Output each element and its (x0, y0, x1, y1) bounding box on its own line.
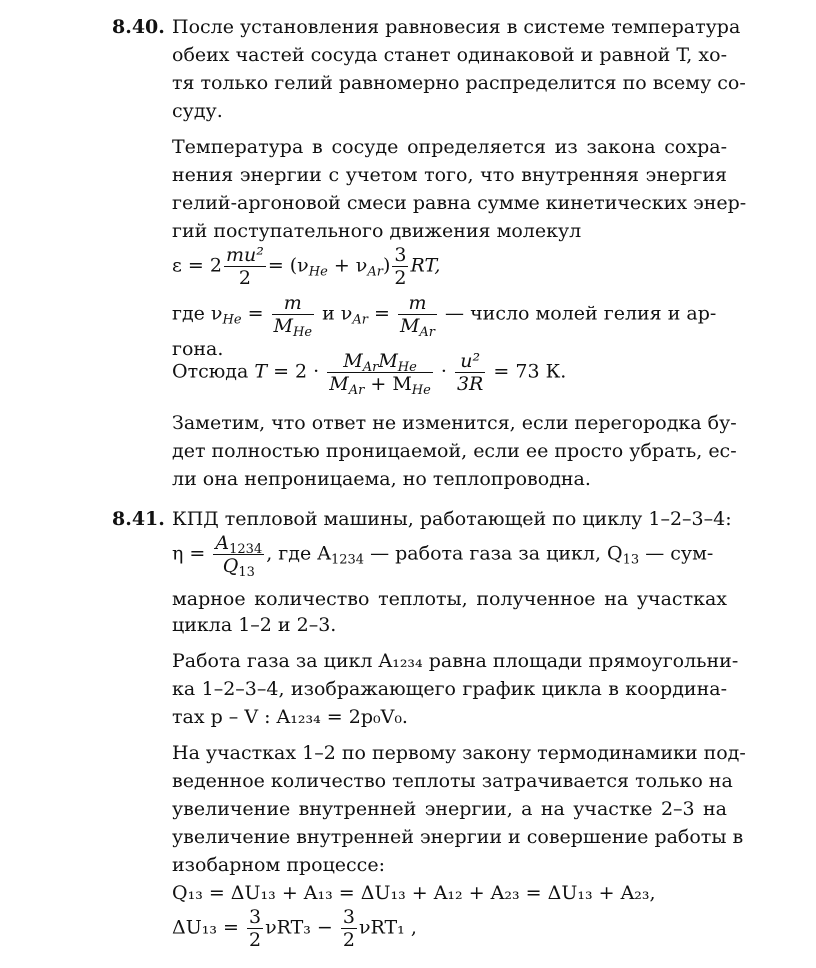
text-line: КПД тепловой машины, работающей по циклу 1–2–3–4: (172, 508, 732, 530)
problem-number-8-41: 8.41. (112, 508, 165, 530)
energy-equation: ε = 2 $\frac{\text{mu²}}{2}$ = $(\nu_{He} + \nu_{Ar})$ $\frac{3}{2}$ RT, (172, 244, 441, 289)
text-line: обеих частей сосуда станет одинаковой и равной T, хо- (172, 44, 727, 66)
problem-number-8-40: 8.40. (112, 16, 165, 38)
text-line: дет полностью проницаемой, если ее просто убрать, ес- (172, 440, 737, 462)
text-line: гелий-аргоновой смеси равна сумме кинетических энер- (172, 192, 747, 214)
text-line: цикла 1–2 и 2–3. (172, 614, 337, 636)
text-line: нения энергии с учетом того, что внутренняя энергия (172, 164, 727, 186)
text-line: веденное количество теплоты затрачивается только на (172, 770, 733, 792)
internal-energy-equation: ΔU₁₃ = $\frac{3}{2}$ νRT₃ − $\frac{3}{2}$ νRT₁ , (172, 906, 417, 951)
text-line: ка 1–2–3–4, изображающего график цикла в координа- (172, 678, 727, 700)
text-line: Заметим, что ответ не изменится, если перегородка бу- (172, 412, 737, 434)
text-line: тах p – V : A₁₂₃₄ = 2p₀V₀. (172, 706, 408, 728)
text-line: ли она непроницаема, но теплопроводна. (172, 468, 591, 490)
text-line: увеличение внутренней энергии, а на участке 2–3 на (172, 798, 727, 820)
text-line: гий поступательного движения молекул (172, 220, 582, 242)
text-line: увеличение внутренней энергии и совершение работы в (172, 826, 744, 848)
text-line: Температура в сосуде определяется из закона сохра- (172, 136, 727, 158)
text-line: изобарном процессе: (172, 854, 385, 876)
text-line: марное количество теплоты, полученное на участках (172, 588, 727, 610)
text-line: суду. (172, 100, 223, 122)
text-line: тя только гелий равномерно распределится по всему со- (172, 72, 746, 94)
efficiency-equation: η = $\frac{A_{1234}}{Q_{13}}$ , где $A_{1234}$ — работа газа за цикл, $Q_{13}$ — сум- (172, 532, 714, 580)
moles-definition: где $\nu_{He}$ = $\frac{m}{M_{He}}$ и $\nu_{Ar}$ = $\frac{m}{M_{Ar}}$ — число молей гелия и ар- (172, 292, 717, 340)
text-line: гона. (172, 338, 224, 360)
heat-equation: Q₁₃ = ΔU₁₃ + A₁₃ = ΔU₁₃ + A₁₂ + A₂₃ = ΔU₁₃ + A₂₃, (172, 882, 656, 904)
text-line: Работа газа за цикл A₁₂₃₄ равна площади прямоугольни- (172, 650, 739, 672)
text-line: На участках 1–2 по первому закону термодинамики под- (172, 742, 746, 764)
temperature-result: Отсюда T = 2 · $\frac{M_{Ar}M_{He}}{M_{Ar} + M_{He}}$ · $\frac{\text{u²}}{3R}$ = 73 К. (172, 350, 567, 398)
text-line: После установления равновесия в системе температура (172, 16, 741, 38)
